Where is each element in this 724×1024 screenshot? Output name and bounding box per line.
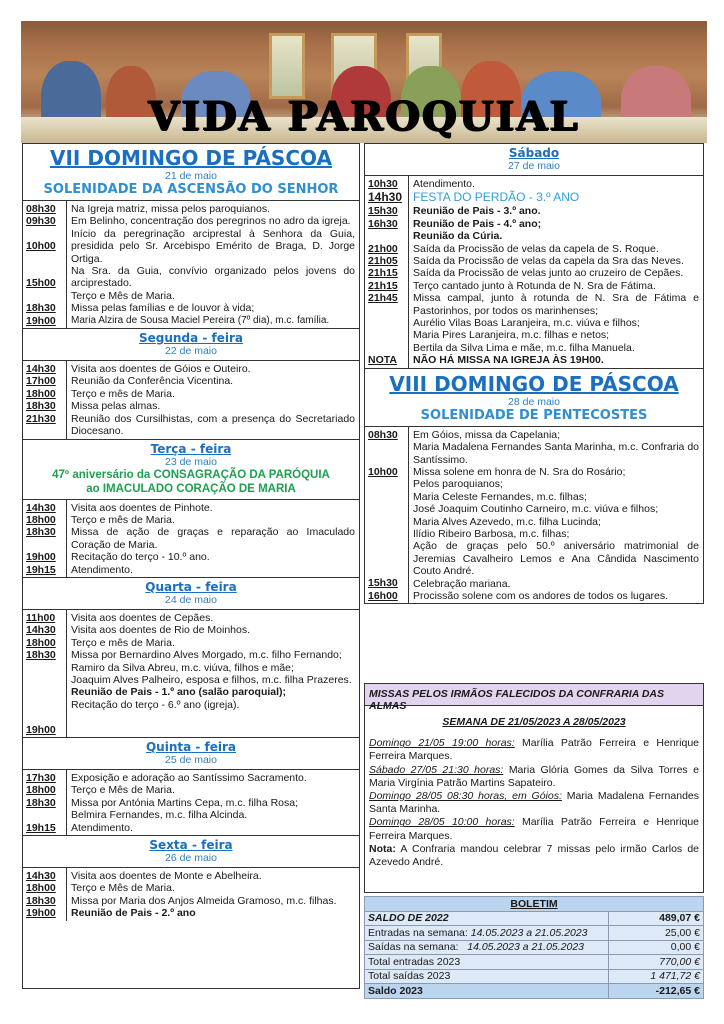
- day-date: 26 de maio: [165, 852, 217, 864]
- anniversary-note: ao IMACULADO CORAÇÃO DE MARIA: [86, 482, 296, 495]
- time: 18h30: [26, 649, 56, 662]
- entry-text: Aurélio Vilas Boas Laranjeira, m.c. viúva e filhos;: [413, 317, 640, 330]
- time-column: [23, 868, 67, 921]
- sunday2-header: [365, 369, 703, 427]
- time: 19h00: [26, 723, 56, 736]
- entry-text: Atendimento.: [71, 821, 133, 834]
- boletim-value: -212,65 €: [609, 984, 704, 999]
- entry-text: Maria Madalena Fernandes Santa Marinha, m.c. Confraria do Santíssimo.: [413, 441, 699, 466]
- boletim-row: [365, 955, 704, 970]
- missas-note-text: A Confraria mandou celebrar 7 missas pelo irmão Carlos de Azevedo André.: [369, 842, 699, 869]
- time: 17h30: [26, 771, 56, 784]
- entry-text: Exposição e adoração ao Santíssimo Sacramento.: [71, 771, 307, 784]
- entry-text: Terço e mês de Maria.: [71, 513, 175, 526]
- missas-item-text: Marília Patrão Ferreira e Henrique Ferreira Marques.: [369, 816, 699, 842]
- header-banner: [21, 21, 707, 143]
- time-column: [23, 201, 67, 328]
- entry-text: Terço e mês de Maria.: [71, 387, 175, 400]
- time: 21h30: [26, 412, 56, 425]
- boletim-row: [365, 969, 704, 984]
- entry-text: Pelos paroquianos;: [413, 478, 503, 491]
- monday-schedule: [23, 361, 359, 439]
- entry-text: Belmira Fernandes, m.c. filha Alcinda.: [71, 809, 248, 822]
- missas-item: [369, 790, 699, 816]
- missas-item-text: Maria Madalena Fernandes Santa Marinha.: [369, 790, 699, 816]
- time: 08h30: [368, 428, 398, 441]
- friday-schedule: [23, 868, 359, 921]
- missas-item: [369, 737, 699, 763]
- day-date: 24 de maio: [165, 593, 217, 606]
- time: 19h00: [26, 907, 56, 920]
- entry-text: Saída da Procissão de velas da capela da Sra das Neves.: [413, 255, 684, 268]
- desc-column: [67, 868, 359, 921]
- time: 18h00: [26, 387, 56, 400]
- sunday1-subtitle: SOLENIDADE DA ASCENSÃO DO SENHOR: [43, 182, 339, 197]
- boletim-period: 14.05.2023 a 21.05.2023: [470, 926, 588, 939]
- entry-text: Terço e Mês de Maria.: [71, 784, 175, 797]
- boletim-label: Saldo 2023: [365, 984, 609, 999]
- entry-text: Em Belinho, concentração dos peregrinos no adro da igreja.: [71, 215, 351, 228]
- time: 21h15: [368, 279, 398, 292]
- missas-item: [369, 764, 699, 790]
- entry-text: Recitação do terço - 6.º ano (igreja).: [71, 698, 240, 711]
- page-title: VIDA PAROQUIAL: [148, 93, 580, 140]
- sunday2-date: 28 de maio: [508, 395, 560, 408]
- boletim-label-cell: [365, 940, 609, 955]
- time: 10h00: [26, 240, 56, 253]
- entry-text: Missa por Antónia Martins Cepa, m.c. filha Rosa;: [71, 796, 299, 809]
- time: 10h00: [368, 465, 398, 478]
- time: 19h00: [26, 314, 56, 327]
- sunday2-subtitle: SOLENIDADE DE PENTECOSTES: [420, 407, 648, 423]
- boletim-value: 1 471,72 €: [609, 969, 704, 984]
- time: 14h30: [26, 363, 56, 376]
- time: 16h00: [368, 589, 398, 602]
- missas-week: SEMANA DE 21/05/2023 A 28/05/2023: [442, 716, 626, 728]
- time: 19h15: [26, 821, 56, 834]
- entry-text: Maria Alzira de Sousa Maciel Pereira (7º dia), m.c. família.: [71, 314, 330, 326]
- entry-text: Visita aos doentes de Cepães.: [71, 611, 214, 624]
- entry-text: Atendimento.: [71, 563, 133, 576]
- entry-text: Terço cantado junto à Rotunda de N. Sra de Fátima.: [413, 279, 656, 292]
- sunday1-schedule: [23, 201, 359, 329]
- wednesday-schedule: [23, 610, 359, 738]
- boletim-label: SALDO DE 2022: [365, 911, 609, 926]
- entry-text-bold: Reunião de Pais - 1.º ano (salão paroquial);: [71, 686, 287, 699]
- saturday-schedule: [365, 176, 703, 369]
- entry-text: Visita aos doentes de Pinhote.: [71, 501, 213, 514]
- entry-text: Maria Pires Laranjeira, m.c. filhas e netos;: [413, 329, 610, 342]
- time-column: [23, 361, 67, 438]
- entry-text: Missa por Bernardino Alves Morgado, m.c. filho Fernando;: [71, 649, 342, 662]
- entry-text: Bertila da Silva Lima e mãe, m.c. filha Manuela.: [413, 341, 635, 354]
- sunday2-title: VIII DOMINGO DE PÁSCOA: [389, 371, 679, 396]
- sunday2-schedule: [365, 427, 703, 604]
- time: 15h00: [26, 277, 56, 290]
- time: 18h00: [26, 513, 56, 526]
- window-decoration: [269, 33, 305, 99]
- missas-item-label: Domingo 28/05 10:00 horas:: [369, 816, 515, 829]
- entry-text-bold: NÃO HÁ MISSA NA IGREJA ÀS 19H00.: [413, 354, 604, 367]
- entry-text: Missa campal, junto à rotunda de N. Sra de Fátima e Pastorinhos, por todos os marinhenses;: [413, 292, 699, 317]
- time-column: [23, 610, 67, 737]
- friday-header: [23, 836, 359, 868]
- entry-text: Missa solene em honra de N. Sra do Rosário;: [413, 465, 626, 478]
- entry-text: Procissão solene com os andores de todos os lugares.: [413, 589, 669, 602]
- boletim-row: [365, 940, 704, 955]
- time-column: [23, 770, 67, 835]
- entry-text: Missa pelas almas.: [71, 400, 161, 413]
- time: 18h30: [26, 894, 56, 907]
- entry-text: Saída da Procissão de velas da capela de S. Roque.: [413, 242, 659, 255]
- day-title: Segunda - feira: [139, 331, 243, 346]
- time: 14h30: [26, 501, 56, 514]
- entry-text: Terço e Mês de Maria.: [71, 882, 175, 895]
- boletim-row: [365, 926, 704, 941]
- time-column: [365, 427, 409, 604]
- entry-text: Recitação do terço - 10.º ano.: [71, 551, 210, 564]
- time: 18h30: [26, 796, 56, 809]
- time: 14h30: [26, 870, 56, 882]
- entry-text: Reunião dos Cursilhistas, com a presença do Secretariado Diocesano.: [71, 412, 355, 438]
- boletim-row: [365, 911, 704, 926]
- boletim-label: Entradas na semana:: [368, 926, 468, 939]
- boletim-value: 770,00 €: [609, 955, 704, 970]
- day-date: 22 de maio: [165, 345, 217, 358]
- time: 08h30: [26, 203, 56, 215]
- entry-text-bold: Reunião de Pais - 2.º ano: [71, 907, 196, 920]
- boletim-value: 489,07 €: [609, 911, 704, 926]
- day-date: 25 de maio: [165, 753, 217, 766]
- time: 15h30: [368, 205, 398, 218]
- desc-column: [409, 427, 703, 604]
- right-column: [364, 143, 704, 604]
- entry-text: José Joaquim Coutinho Carneiro, m.c. viúva e filhos;: [413, 503, 659, 516]
- entry-text: Terço e Mês de Maria.: [71, 289, 175, 302]
- entry-text-bold: Reunião da Cúria.: [413, 230, 503, 243]
- day-title: Terça - feira: [150, 441, 232, 456]
- time-column: [365, 176, 409, 368]
- missas-note: [369, 843, 699, 869]
- day-title: Sexta - feira: [149, 838, 233, 852]
- time: 17h00: [26, 375, 56, 388]
- tuesday-schedule: [23, 500, 359, 578]
- desc-column: [67, 770, 359, 835]
- boletim-table: [364, 896, 704, 999]
- boletim-label: Saídas na semana:: [368, 941, 459, 954]
- entry-text: Ilídio Ribeiro Barbosa, m.c. filhas;: [413, 527, 570, 540]
- entry-text: Celebração mariana.: [413, 577, 511, 590]
- entry-text: Na Igreja matriz, missa pelos paroquianos.: [71, 203, 271, 215]
- missas-panel: [364, 683, 704, 893]
- missas-item: [369, 816, 699, 842]
- time: 21h00: [368, 242, 398, 255]
- entry-text: Em Góios, missa da Capelania;: [413, 428, 561, 441]
- boletim-value: 25,00 €: [609, 926, 704, 941]
- boletim-value: 0,00 €: [609, 940, 704, 955]
- entry-text: Ação de graças pelo 50.º aniversário matrimonial de Jeremias Cavalheiro Lemos e Ana Cândida Nascimento Couto André.: [413, 540, 699, 578]
- day-title: Quinta - feira: [145, 739, 237, 754]
- entry-text: Missa por Maria dos Anjos Almeida Gramoso, m.c. filhas.: [71, 894, 337, 907]
- time: 14h30: [368, 190, 403, 205]
- saturday-header: [365, 144, 703, 176]
- wednesday-header: [23, 578, 359, 610]
- entry-text: Na Sra. da Guia, convívio organizado pelos jovens do arciprestado.: [71, 265, 355, 290]
- missas-item-label: Domingo 28/05 08:30 horas, em Góios:: [369, 790, 562, 803]
- desc-column: [409, 176, 703, 368]
- time: 21h05: [368, 255, 398, 268]
- sunday1-date: 21 de maio: [165, 170, 217, 182]
- entry-text: Reunião da Conferência Vicentina.: [71, 375, 234, 388]
- tuesday-header: [23, 440, 359, 500]
- time-column: [23, 500, 67, 577]
- entry-text: Início da peregrinação arciprestal à Senhora da Guia, presidida pelo Sr. Arcebispo Emérito de Braga, D. Jorge Ortiga.: [71, 227, 355, 265]
- entry-text: Ramiro da Silva Abreu, m.c. viúva, filhos e mãe;: [71, 661, 294, 674]
- thursday-header: [23, 738, 359, 770]
- time: 18h00: [26, 636, 56, 649]
- missas-header: MISSAS PELOS IRMÃOS FALECIDOS DA CONFRARIA DAS ALMAS: [365, 684, 703, 706]
- entry-text-bold: Reunião de Pais - 3.º ano.: [413, 205, 541, 218]
- day-title: Sábado: [508, 146, 560, 160]
- time: 18h00: [26, 784, 56, 797]
- time: 19h00: [26, 551, 56, 564]
- missas-item-text: Maria Glória Gomes da Silva Torres e Maria Virgínia Patrão Martins Sapateiro.: [369, 763, 699, 789]
- time: 18h30: [26, 302, 56, 315]
- time: 11h00: [26, 611, 56, 624]
- boletim-period: 14.05.2023 a 21.05.2023: [467, 941, 585, 954]
- time: 09h30: [26, 215, 56, 228]
- time: 18h30: [26, 400, 56, 413]
- desc-column: [67, 201, 359, 328]
- missas-item-text: Marília Patrão Ferreira e Henrique Ferreira Marques.: [369, 737, 699, 763]
- time: 21h45: [368, 292, 398, 305]
- entry-text: Terço e mês de Maria.: [71, 636, 175, 649]
- desc-column: [67, 500, 359, 577]
- entry-text: Visita aos doentes de Monte e Abelheira.: [71, 870, 262, 882]
- time: 15h30: [368, 577, 398, 590]
- monday-header: [23, 329, 359, 361]
- entry-text: Missa de ação de graças e reparação ao Imaculado Coração de Maria.: [71, 526, 355, 551]
- boletim-title: BOLETIM: [365, 897, 704, 912]
- boletim-label: Total entradas 2023: [365, 955, 609, 970]
- entry-text: Visita aos doentes de Góios e Outeiro.: [71, 363, 251, 376]
- sunday1-header: [23, 144, 359, 201]
- time: 19h15: [26, 563, 56, 576]
- time: 18h00: [26, 882, 56, 895]
- sunday1-title: VII DOMINGO DE PÁSCOA: [50, 146, 332, 170]
- day-date: 27 de maio: [508, 160, 560, 172]
- time: NOTA: [368, 354, 397, 367]
- entry-text-bold: Reunião de Pais - 4.º ano;: [413, 217, 542, 230]
- entry-text: Visita aos doentes de Rio de Moinhos.: [71, 624, 251, 637]
- day-title: Quarta - feira: [145, 579, 237, 594]
- time: 21h15: [368, 267, 398, 280]
- day-date: 23 de maio: [165, 455, 217, 468]
- time: 16h30: [368, 217, 398, 230]
- thursday-schedule: [23, 770, 359, 836]
- boletim-row: [365, 984, 704, 999]
- time: 10h30: [368, 178, 398, 190]
- festa-highlight: FESTA DO PERDÃO - 3.º ANO: [413, 190, 580, 205]
- entry-text: Saída da Procissão de velas junto ao cruzeiro de Cepães.: [413, 267, 684, 280]
- entry-text: Maria Alves Azevedo, m.c. filha Lucinda;: [413, 515, 601, 528]
- entry-text: Maria Celeste Fernandes, m.c. filhas;: [413, 490, 587, 503]
- anniversary-note: 47º aniversário da CONSAGRAÇÃO DA PARÓQUIA: [52, 468, 330, 481]
- desc-column: [67, 361, 359, 438]
- missas-item-label: Sábado 27/05 21:30 horas:: [369, 763, 504, 776]
- boletim-label-cell: [365, 926, 609, 941]
- missas-note-label: Nota:: [369, 842, 396, 855]
- missas-body: [365, 706, 703, 875]
- time: 18h30: [26, 526, 56, 539]
- boletim-label: Total saídas 2023: [365, 969, 609, 984]
- entry-text: Joaquim Alves Palheiro, esposa e filhos, m.c. filha Prazeres.: [71, 673, 352, 686]
- entry-text: Atendimento.: [413, 178, 475, 190]
- entry-text: Missa pelas famílias e de louvor à vida;: [71, 302, 255, 315]
- time: 14h30: [26, 624, 56, 637]
- left-column: [22, 143, 360, 989]
- missas-item-label: Domingo 21/05 19:00 horas:: [369, 737, 515, 750]
- desc-column: [67, 610, 359, 737]
